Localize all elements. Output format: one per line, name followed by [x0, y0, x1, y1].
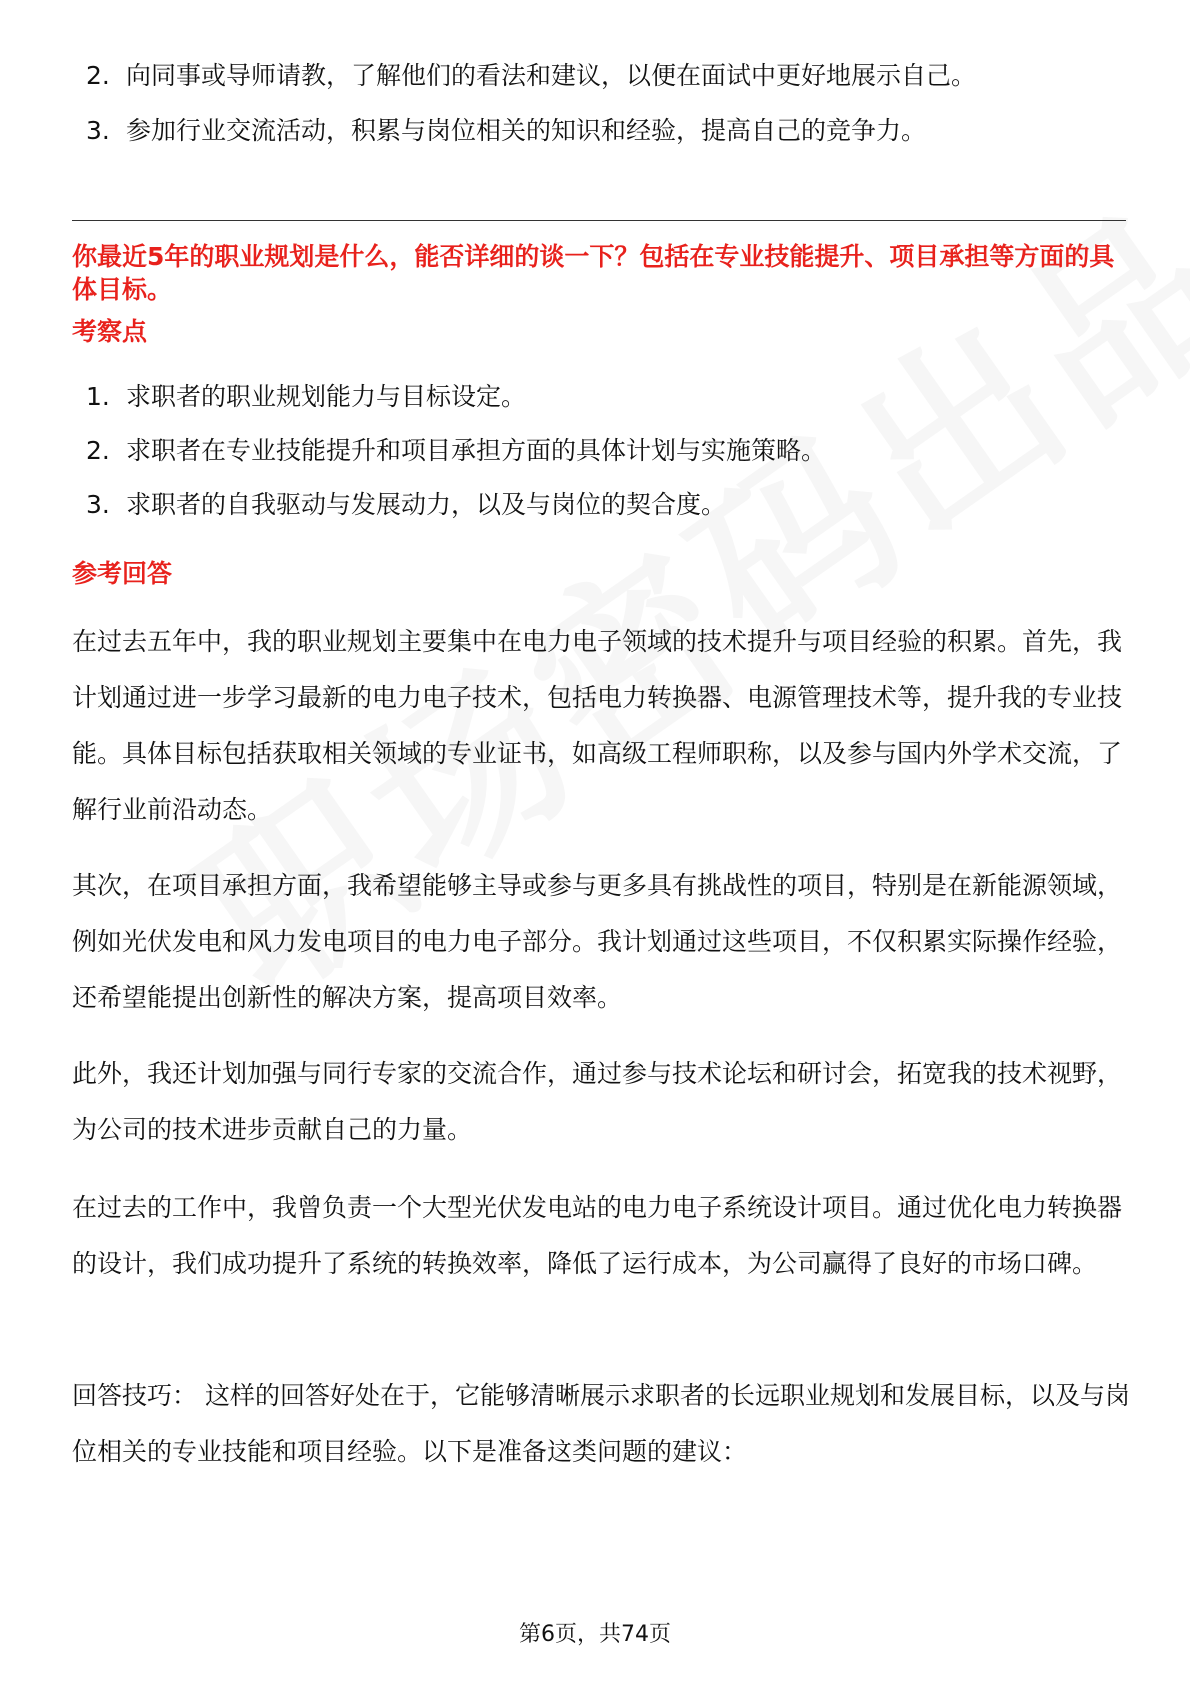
answer-paragraph: 在过去五年中，我的职业规划主要集中在电力电子领域的技术提升与项目经验的积累。首先，我计划通过进一步学习最新的电力电子技术，包括电力转换器、电源管理技术等，提升我的专业技能。具体目标包括获取相关领域的专业证书，如高级工程师职称，以及参与国内外学术交流，了解行业前沿动态。 — [72, 627, 1123, 824]
list-number: 2. — [86, 61, 110, 90]
answer-paragraph: 此外，我还计划加强与同行专家的交流合作，通过参与技术论坛和研讨会，拓宽我的技术视野，为公司的技术进步贡献自己的力量。 — [72, 1059, 1123, 1144]
list-item — [86, 489, 826, 521]
list-text: 求职者的自我驱动与发展动力，以及与岗位的契合度。 — [126, 490, 727, 519]
list-text: 求职者的职业规划能力与目标设定。 — [126, 382, 527, 411]
question-heading: 你最近5年的职业规划是什么，能否详细的谈一下？包括在专业技能提升、项目承担等方面的具体目标。 — [72, 242, 1115, 304]
answer-tips-paragraph: 回答技巧： 这样的回答好处在于，它能够清晰展示求职者的长远职业规划和发展目标，以及与岗位相关的专业技能和项目经验。以下是准备这类问题的建议： — [72, 1381, 1130, 1466]
list-item — [86, 435, 826, 467]
list-number: 2. — [86, 436, 110, 465]
points-list — [86, 381, 826, 521]
list-number: 1. — [86, 382, 110, 411]
answer-paragraph: 其次，在项目承担方面，我希望能够主导或参与更多具有挑战性的项目，特别是在新能源领域，例如光伏发电和风力发电项目的电力电子部分。我计划通过这些项目，不仅积累实际操作经验，还希望能提出创新性的解决方案，提高项目效率。 — [72, 871, 1123, 1012]
page-number-footer: 第6页，共74页 — [519, 1622, 671, 1647]
answer-paragraph: 在过去的工作中，我曾负责一个大型光伏发电站的电力电子系统设计项目。通过优化电力转换器的设计，我们成功提升了系统的转换效率，降低了运行成本，为公司赢得了良好的市场口碑。 — [72, 1193, 1123, 1278]
section-divider — [72, 220, 1126, 221]
list-text: 向同事或导师请教，了解他们的看法和建议，以便在面试中更好地展示自己。 — [126, 61, 977, 90]
answer-title: 参考回答 — [72, 559, 173, 588]
list-number: 3. — [86, 490, 110, 519]
list-item — [86, 381, 826, 413]
points-title: 考察点 — [72, 317, 148, 346]
previous-tips-list — [86, 60, 976, 147]
list-item — [86, 60, 976, 92]
list-item — [86, 115, 976, 147]
list-text: 参加行业交流活动，积累与岗位相关的知识和经验，提高自己的竞争力。 — [126, 116, 927, 145]
list-text: 求职者在专业技能提升和项目承担方面的具体计划与实施策略。 — [126, 436, 827, 465]
list-number: 3. — [86, 116, 110, 145]
